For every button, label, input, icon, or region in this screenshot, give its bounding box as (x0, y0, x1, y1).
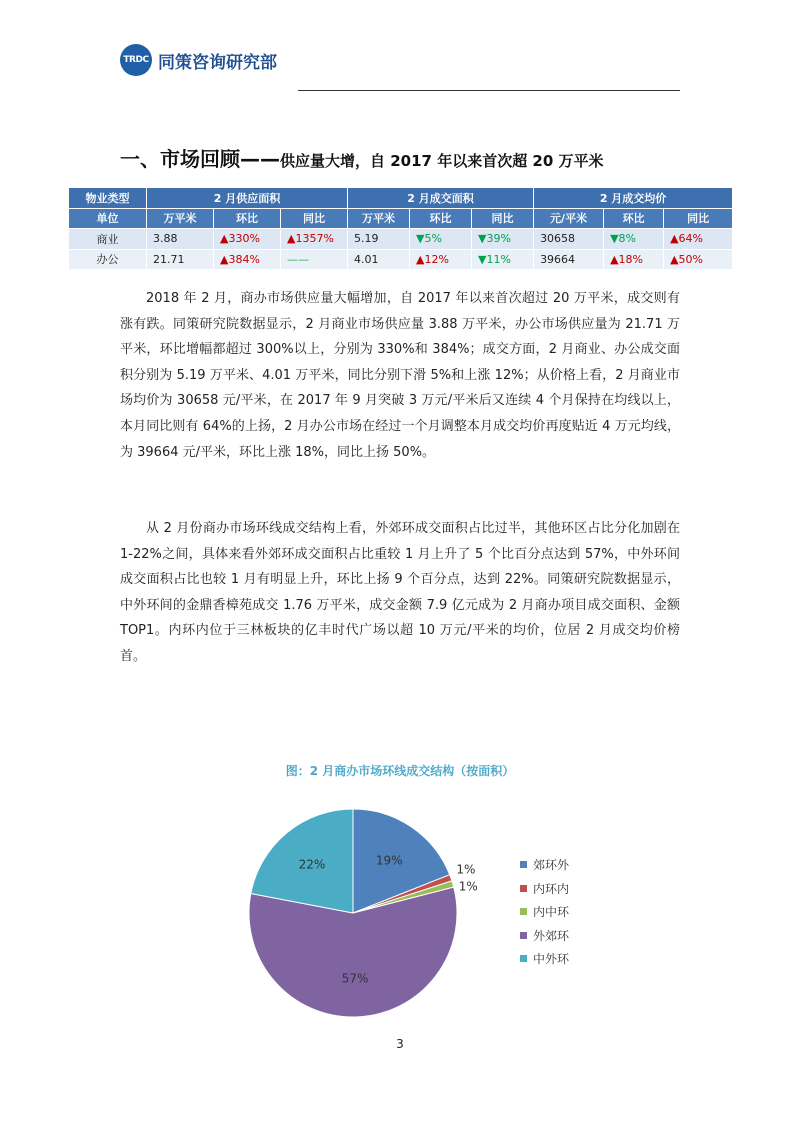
table-cell: ▼5% (410, 229, 472, 250)
table-cell: 30658 (534, 229, 604, 250)
legend-label: 中外环 (533, 952, 570, 967)
table-subheader-row (69, 208, 733, 229)
table-subheader-cell: 环比 (214, 208, 281, 229)
pie-chart (240, 800, 480, 1030)
legend-item (520, 924, 569, 948)
table-cell: 商业 (69, 229, 147, 250)
table-subheader-cell: 元/平米 (534, 208, 604, 229)
logo-abbr: TRDC (123, 55, 149, 65)
table-cell: ▲18% (604, 249, 664, 270)
legend-swatch (520, 861, 527, 868)
table-cell: ▲50% (664, 249, 733, 270)
table-row (69, 249, 733, 270)
paragraph-supply: 2018 年 2 月，商办市场供应量大幅增加，自 2017 年以来首次超过 20 万平米，成交则有涨有跌。同策研究院数据显示，2 月商业市场供应量 3.88 万平米，办公市场供应量为 21.71 万平米，环比增幅都超过 300%以上，分别为 330%和 384%；成交方面，2 月商业、办公成交面积分别为 5.19 万平米、4.01 万平米，同比分别下滑 5%和上涨 12%；从价格上看，2 月商业市场均价为 30658 元/平米，在 2017 年 9 月突破 3 万元/平米后又连续 4 个月保持在均线以上，本月同比则有 64%的上扬，2 月办公市场在经过一个月调整本月成交均价再度贴近 4 万元均线，为 39664 元/平米，环比上涨 18%，同比上扬 50%。 (120, 291, 680, 460)
table-header-cell: 2 月成交均价 (534, 188, 733, 209)
table-cell: ▼11% (472, 249, 534, 270)
table-header-cell: 2 月成交面积 (348, 188, 534, 209)
slice-label: 19% (375, 853, 403, 868)
slice-label: 1% (458, 879, 478, 894)
table-subheader-cell: 环比 (604, 208, 664, 229)
legend-swatch (520, 932, 527, 939)
legend-label: 内环内 (533, 881, 570, 896)
table-subheader-cell: 同比 (472, 208, 534, 229)
table-cell: —— (281, 249, 348, 270)
section-title-main: 一、市场回顾—— (120, 147, 280, 171)
table-cell: ▼39% (472, 229, 534, 250)
table-subheader-cell: 同比 (664, 208, 733, 229)
legend-item (520, 877, 569, 901)
table-row (69, 229, 733, 250)
section-title (120, 143, 604, 172)
logo-text: 同策咨询研究部 (158, 52, 277, 73)
legend-item (520, 853, 569, 877)
table-subheader-cell: 同比 (281, 208, 348, 229)
table-cell: ▼8% (604, 229, 664, 250)
slice-label: 1% (456, 862, 476, 877)
legend-swatch (520, 908, 527, 915)
table-subheader-cell: 万平米 (147, 208, 214, 229)
chart-title: 图：2 月商办市场环线成交结构（按面积） (285, 764, 515, 778)
slice-label: 57% (341, 971, 369, 986)
table-subheader-cell: 单位 (69, 208, 147, 229)
legend-item (520, 947, 569, 971)
section-title-sub: 供应量大增，自 2017 年以来首次超 20 万平米 (280, 152, 604, 170)
table-cell: 办公 (69, 249, 147, 270)
table-cell: 4.01 (348, 249, 410, 270)
legend-swatch (520, 955, 527, 962)
logo-icon (120, 44, 152, 76)
legend-item (520, 900, 569, 924)
table-cell: 39664 (534, 249, 604, 270)
table-cell: ▲1357% (281, 229, 348, 250)
chart-legend (520, 853, 569, 971)
header-divider (298, 90, 680, 91)
table-cell: ▲330% (214, 229, 281, 250)
table-cell: ▲64% (664, 229, 733, 250)
table-subheader-cell: 环比 (410, 208, 472, 229)
legend-label: 郊环外 (533, 858, 570, 873)
header-logo (120, 40, 277, 80)
legend-label: 内中环 (533, 905, 570, 920)
table-header-cell: 2 月供应面积 (147, 188, 348, 209)
table-cell: ▲384% (214, 249, 281, 270)
legend-label: 外郊环 (533, 928, 570, 943)
table-cell: 3.88 (147, 229, 214, 250)
market-table (68, 187, 733, 270)
table-header-row (69, 188, 733, 209)
legend-swatch (520, 885, 527, 892)
table-cell: 21.71 (147, 249, 214, 270)
slice-label: 22% (298, 857, 326, 872)
table-cell: ▲12% (410, 249, 472, 270)
table-subheader-cell: 万平米 (348, 208, 410, 229)
paragraph-structure: 从 2 月份商办市场环线成交结构上看，外郊环成交面积占比过半，其他环区占比分化加剧在 1-22%之间，具体来看外郊环成交面积占比重较 1 月上升了 5 个比百分点达到 57%，中外环间成交面积占比也较 1 月有明显上升，环比上扬 9 个百分点，达到 22%。同策研究院数据显示，中外环间的金鼎香樟苑成交 1.76 万平米，成交金额 7.9 亿元成为 2 月商办项目成交面积、金额 TOP1。内环内位于三林板块的亿丰时代广场以超 10 万元/平米的均价，位居 2 月成交均价榜首。 (120, 521, 680, 664)
table-header-cell: 物业类型 (69, 188, 147, 209)
table-cell: 5.19 (348, 229, 410, 250)
page-number: 3 (396, 1037, 404, 1051)
